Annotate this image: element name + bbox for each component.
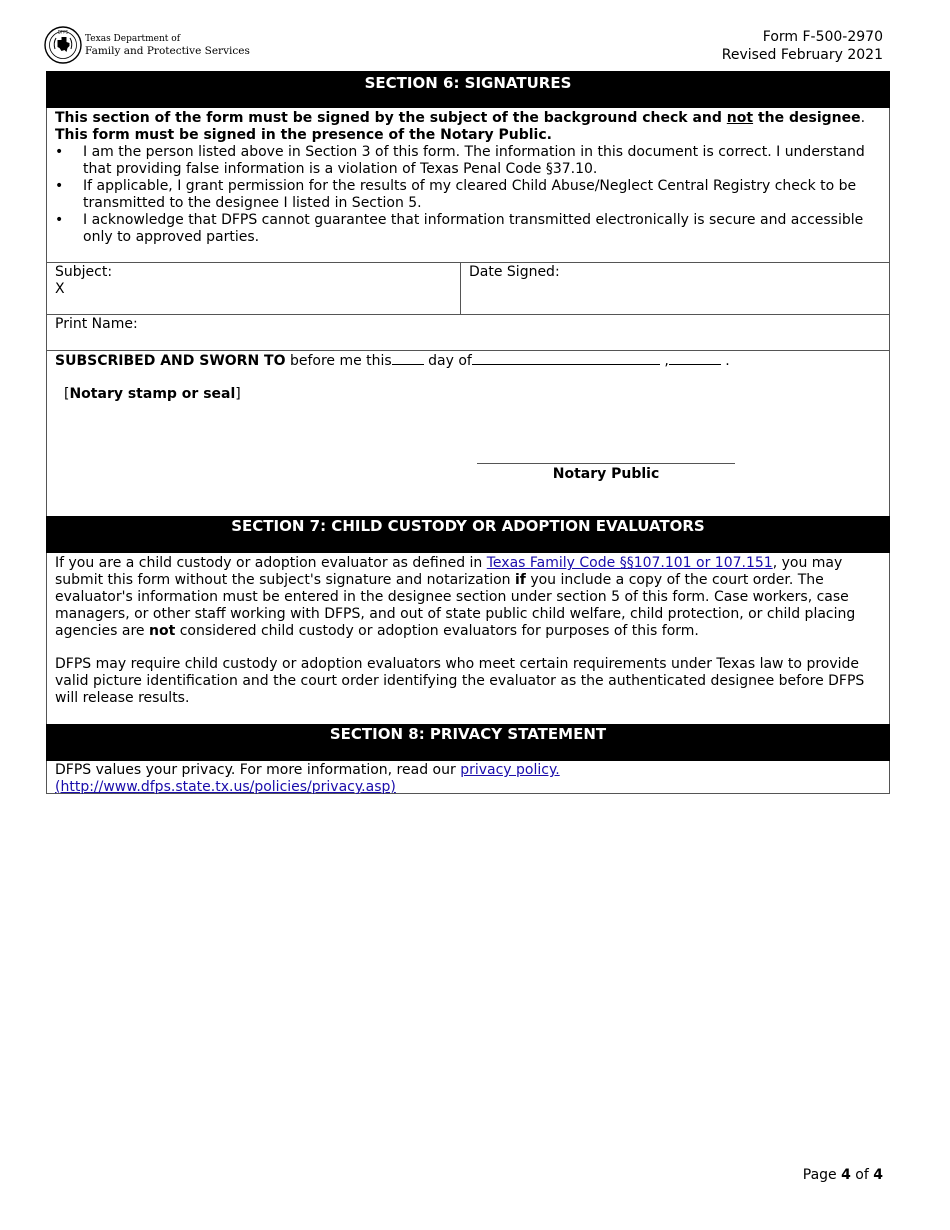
notary-signature-line[interactable] — [477, 463, 735, 464]
intro-line-1: This section of the form must be signed by the subject of the background check and not the designee. — [55, 110, 866, 126]
day-blank[interactable] — [392, 352, 424, 365]
divider — [47, 350, 889, 351]
dfps-logo — [44, 26, 284, 68]
page-number: Page 4 of 4 — [802, 1167, 883, 1183]
section-6-intro — [55, 110, 881, 246]
month-blank[interactable] — [472, 352, 660, 365]
privacy-statement: DFPS values your privacy. For more information, read our privacy policy. (http://www.dfps.state.tx.us/policies/privacy.asp) — [55, 762, 560, 795]
section-7-paragraph-2: DFPS may require child custody or adoption evaluators who meet certain requirements under Texas law to provide valid picture identification and the court order identifying the evaluator as the authenticated designee before DFPS will release results. — [55, 656, 865, 706]
section-7-title: SECTION 7: CHILD CUSTODY OR ADOPTION EVALUATORS — [231, 517, 705, 535]
year-blank[interactable] — [669, 352, 721, 365]
subject-x-mark: X — [55, 281, 65, 297]
sworn-statement: SUBSCRIBED AND SWORN TO before me this day of , . — [55, 353, 730, 369]
acknowledgement-list — [55, 144, 881, 246]
subject-signature-field[interactable] — [47, 263, 460, 314]
form-number: Form F-500-2970 — [762, 29, 883, 45]
form-sheet — [46, 71, 890, 794]
list-item: • I am the person listed above in Section 3 of this form. The information in this document is correct. I understand that providing false information is a violation of Texas Penal Code §37.10. — [55, 144, 881, 178]
section-8-title: SECTION 8: PRIVACY STATEMENT — [329, 725, 607, 743]
section-6-header — [46, 71, 890, 108]
not-emphasis: not — [726, 110, 754, 126]
section-7-header — [46, 516, 890, 553]
privacy-policy-url-link[interactable]: (http://www.dfps.state.tx.us/policies/privacy.asp) — [55, 779, 396, 795]
notary-stamp-area: [Notary stamp or seal] — [64, 386, 241, 402]
subject-label: Subject: — [55, 264, 113, 280]
intro-line-2: This form must be signed in the presence of the Notary Public. — [55, 127, 552, 143]
print-name-label: Print Name: — [55, 316, 138, 332]
form-identifier — [722, 28, 883, 64]
texas-seal-icon — [44, 26, 82, 64]
print-name-field[interactable] — [47, 315, 889, 350]
section-8-header — [46, 724, 890, 761]
texas-family-code-link[interactable]: Texas Family Code §§107.101 or 107.151 — [486, 555, 773, 571]
list-item: • If applicable, I grant permission for the results of my cleared Child Abuse/Neglect Central Registry check to be transmitted to the designee I listed in Section 5. — [55, 178, 881, 212]
logo-line-2: Family and Protective Services — [85, 45, 250, 57]
date-signed-label: Date Signed: — [469, 264, 560, 280]
revised-date: Revised February 2021 — [721, 47, 883, 63]
date-signed-field[interactable] — [461, 263, 889, 314]
section-6-title: SECTION 6: SIGNATURES — [364, 74, 572, 92]
seal-text: DFPS — [57, 29, 69, 35]
notary-stamp-label: Notary stamp or seal — [69, 386, 236, 402]
notary-public-label: Notary Public — [552, 466, 660, 482]
logo-line-1: Texas Department of — [85, 34, 181, 44]
section-7-paragraph-1: If you are a child custody or adoption evaluator as defined in Texas Family Code §§107.101 or 107.151, you may submit this form without the subject's signature and notarization if you include a copy of the court order. The evaluator's information must be entered in the designee section under section 5 of this form. Case workers, case managers, or other staff working with DFPS, and out of state public child welfare, child protection, or child placing agencies are not considered child custody or adoption evaluators for purposes of this form. — [55, 555, 856, 639]
list-item: • I acknowledge that DFPS cannot guarantee that information transmitted electronically is secure and accessible only to approved parties. — [55, 212, 881, 246]
privacy-policy-link[interactable]: privacy policy. — [460, 762, 560, 778]
